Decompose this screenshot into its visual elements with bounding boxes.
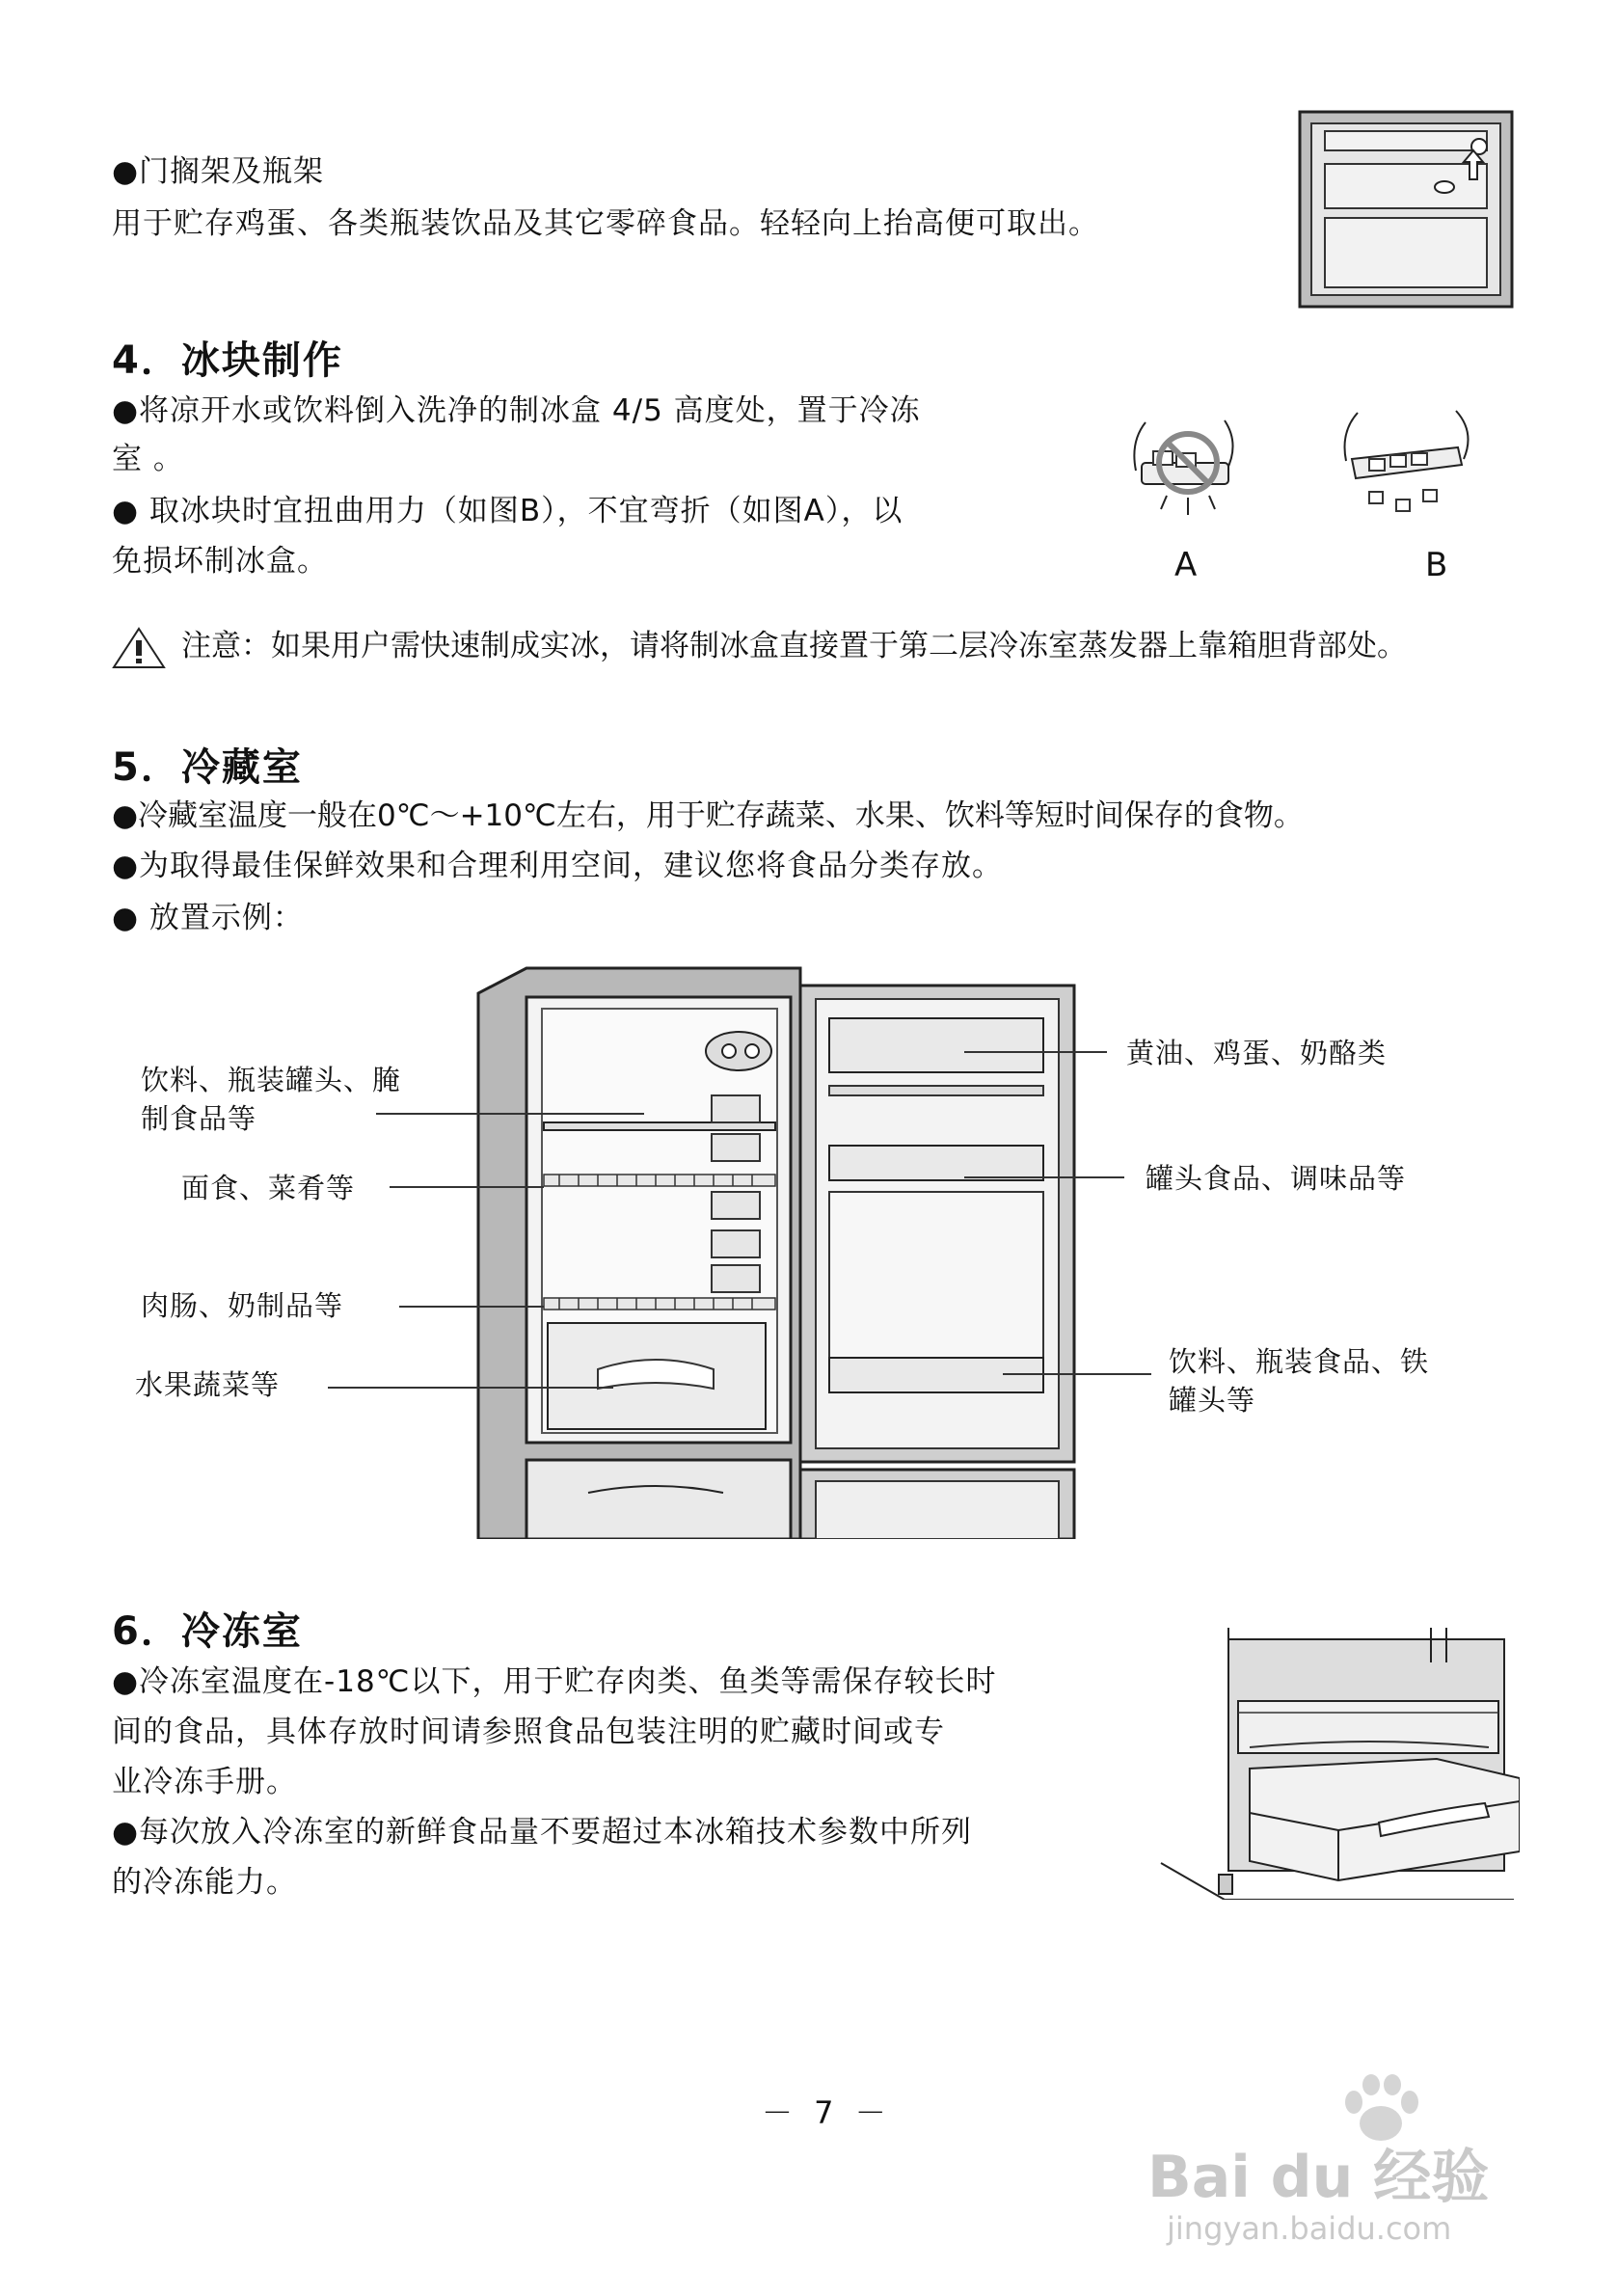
leader-line-noodles [390,1186,544,1188]
freezer-line-4: ●每次放入冷冻室的新鲜食品量不要超过本冰箱技术参数中所列 [112,1815,973,1850]
fridge-heading: 5．冷藏室 [112,745,303,790]
page-number: － 7 － [762,2094,892,2131]
leader-line-bottles [1003,1373,1151,1375]
door-shelves-title: ●门搁架及瓶架 [112,154,325,189]
leader-line-butter [964,1051,1107,1053]
watermark-brand: Bai du 经验 [1147,2144,1490,2211]
label-bottles-line-1: 饮料、瓶装食品、铁 [1169,1345,1430,1378]
freezer-line-1: ●冷冻室温度在-18℃以下，用于贮存肉类、鱼类等需保存较长时 [112,1664,997,1699]
ice-line-3: ● 取冰块时宜扭曲用力（如图B），不宜弯折（如图A），以 [112,494,903,528]
fridge-line-2: ●为取得最佳保鲜效果和合理利用空间，建议您将食品分类存放。 [112,849,1004,883]
leader-line-drinks-cans [376,1113,644,1115]
label-canned: 罐头食品、调味品等 [1146,1162,1407,1195]
freezer-line-2: 间的食品，具体存放时间请参照食品包装注明的贮藏时间或专 [112,1715,945,1749]
door-shelves-text: 用于贮存鸡蛋、各类瓶装饮品及其它零碎食品。轻轻向上抬高便可取出。 [112,206,1099,241]
label-noodles: 面食、菜肴等 [181,1172,356,1204]
ice-line-4: 免损坏制冰盒。 [112,544,328,579]
door-shelf-illustration [1298,110,1514,309]
label-drinks-cans-line-2: 制食品等 [141,1102,257,1135]
leader-line-canned [964,1176,1124,1178]
label-butter: 黄油、鸡蛋、奶酪类 [1126,1037,1388,1069]
leader-line-fruit [328,1387,613,1389]
ice-line-2: 室 。 [112,442,184,476]
freezer-line-5: 的冷冻能力。 [112,1865,297,1900]
ice-line-1: ●将凉开水或饮料倒入洗净的制冰盒 4/5 高度处，置于冷冻 [112,393,921,428]
figure-b-label: B [1425,546,1448,584]
label-fruit: 水果蔬菜等 [135,1368,281,1401]
notice-text: 注意：如果用户需快速制成实冰，请将制冰盒直接置于第二层冷冻室蒸发器上靠箱胆背部处。 [181,629,1407,663]
leader-line-meat [399,1306,544,1308]
figure-a-label: A [1174,546,1198,584]
label-drinks-cans-line-1: 饮料、瓶装罐头、腌 [141,1064,402,1096]
ice-tray-bend-illustration [1128,403,1244,523]
fridge-line-1: ●冷藏室温度一般在0℃～+10℃左右，用于贮存蔬菜、水果、饮料等短时间保存的食物。 [112,798,1304,833]
freezer-heading: 6．冷冻室 [112,1609,303,1654]
freezer-drawer-illustration [1157,1624,1520,1900]
label-bottles-line-2: 罐头等 [1169,1384,1256,1417]
warning-icon [110,625,168,671]
ice-heading: 4．冰块制作 [112,338,343,383]
freezer-line-3: 业冷冻手册。 [112,1765,297,1799]
watermark-url: jingyan.baidu.com [1167,2210,1452,2247]
label-meat: 肉肠、奶制品等 [141,1289,344,1322]
baidu-watermark [1147,2102,1533,2247]
ice-tray-twist-illustration [1336,403,1475,523]
fridge-line-3: ● 放置示例： [112,901,304,935]
